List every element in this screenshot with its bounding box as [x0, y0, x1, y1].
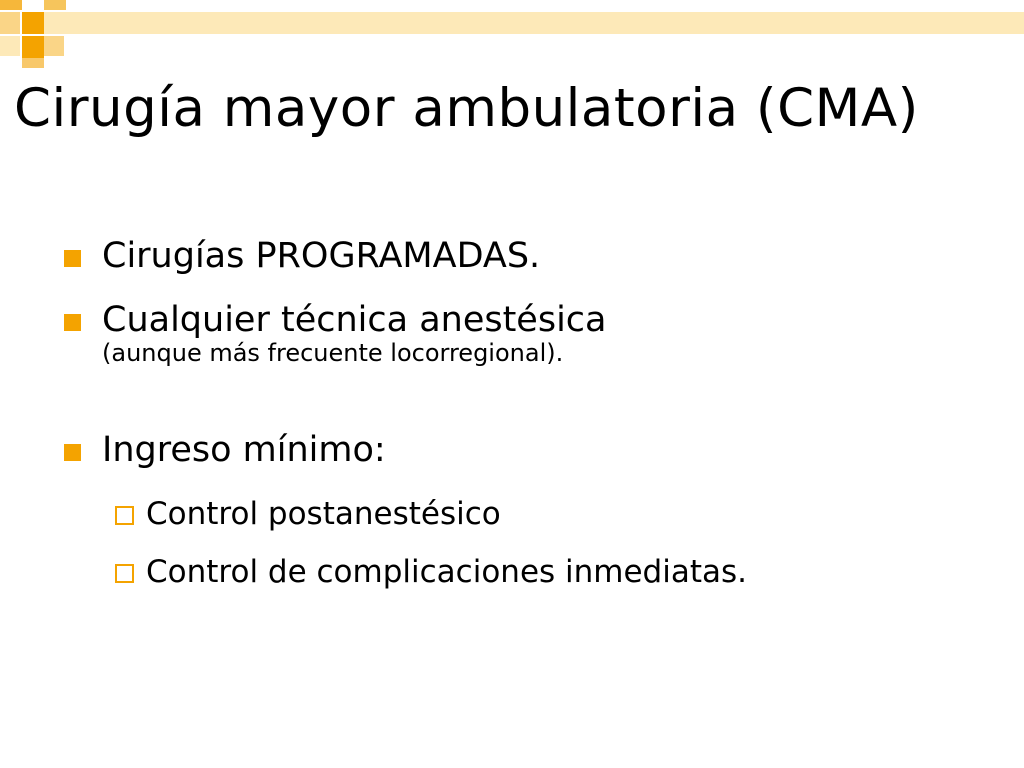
- slide-body: [64, 230, 1004, 604]
- hollow-square-bullet-icon: [115, 564, 134, 583]
- bullet-note: (aunque más frecuente locorregional).: [102, 339, 564, 367]
- bullet-item: [64, 294, 1004, 366]
- hollow-square-bullet-icon: [115, 506, 134, 525]
- slide-header-decoration: [0, 0, 1024, 70]
- square-bullet-icon: [64, 314, 81, 331]
- bullet-text: Cirugías PROGRAMADAS.: [102, 236, 541, 276]
- sub-bullet-item: [64, 488, 1004, 540]
- bullet-item: [64, 230, 1004, 282]
- bullet-item: [64, 424, 1004, 476]
- slide-title: Cirugía mayor ambulatoria (CMA): [14, 78, 919, 139]
- sub-bullet-text: Control postanestésico: [146, 496, 501, 532]
- bullet-text: Ingreso mínimo:: [102, 430, 386, 470]
- square-bullet-icon: [64, 444, 81, 461]
- square-bullet-icon: [64, 250, 81, 267]
- bullet-text: Cualquier técnica anestésica: [102, 300, 607, 340]
- sub-bullet-text: Control de complicaciones inmediatas.: [146, 554, 747, 590]
- sub-bullet-item: [64, 546, 1004, 598]
